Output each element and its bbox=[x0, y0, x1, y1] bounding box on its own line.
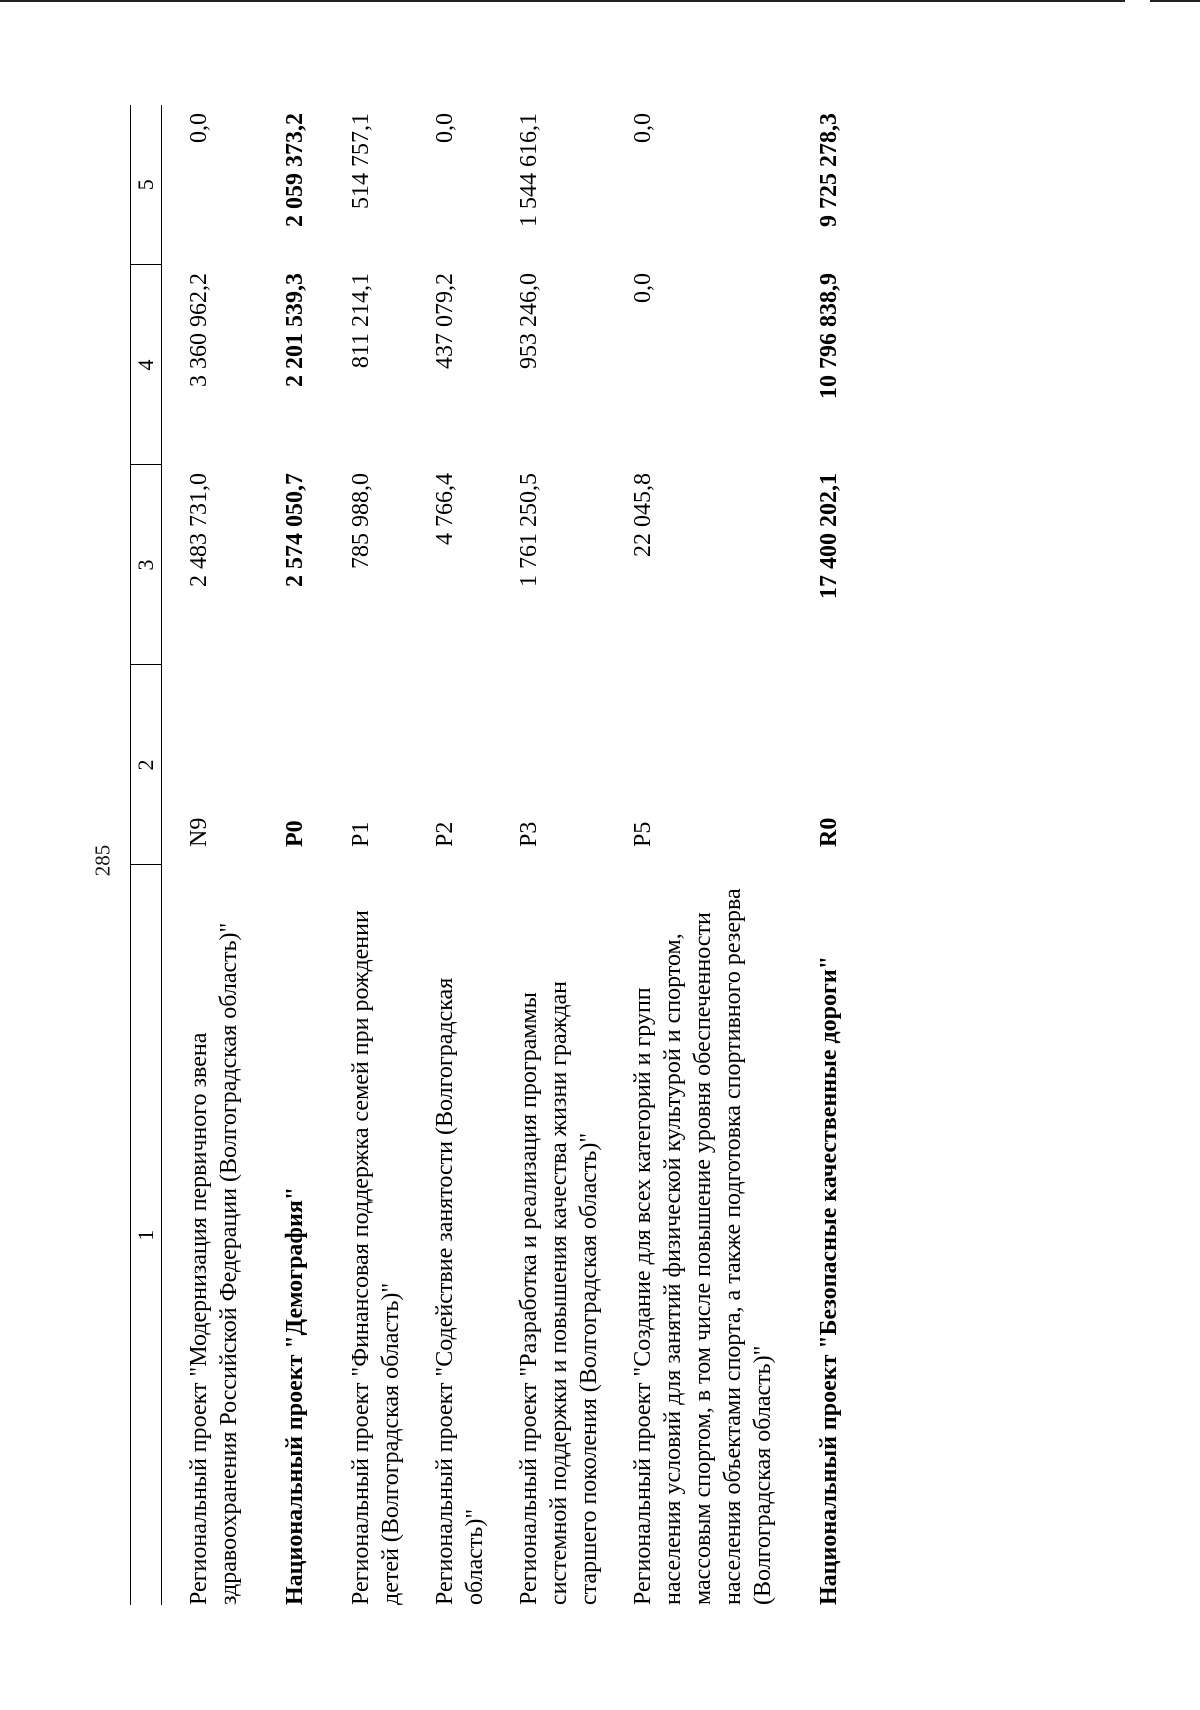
row-name: Региональный проект "Содействие занятости (Волгоградская область)" bbox=[432, 977, 488, 1605]
row-col3-value: 785 988,0 bbox=[348, 473, 374, 569]
header-col-1: 1 bbox=[131, 865, 162, 1605]
row-col5-value: 0,0 bbox=[630, 113, 656, 143]
row-col4-value: 10 796 838,9 bbox=[816, 273, 842, 399]
row-name: Региональный проект "Создание для всех категорий и групп населения условий для занятий физической культурой и спортом, массовым спортом, в том числе повышение уровня обеспеченности населения объектами спорта, а также подготовка спортивного резерва (Волгоградская область)" bbox=[630, 888, 776, 1605]
row-code: P0 bbox=[282, 820, 308, 847]
row-col5-value: 0,0 bbox=[432, 113, 458, 143]
row-col5-value: 2 059 373,2 bbox=[282, 113, 308, 227]
row-col5-value: 9 725 278,3 bbox=[816, 113, 842, 227]
row-code: P1 bbox=[348, 821, 374, 847]
header-col-4: 4 bbox=[131, 265, 162, 465]
row-code: P5 bbox=[630, 821, 656, 847]
header-col-2: 2 bbox=[131, 665, 162, 865]
header-col-5: 5 bbox=[131, 105, 162, 265]
row-code: R0 bbox=[816, 817, 842, 847]
row-col3-value: 17 400 202,1 bbox=[816, 473, 842, 599]
page-number: 285 bbox=[90, 844, 115, 877]
row-name: Национальный проект "Демография" bbox=[282, 1186, 308, 1605]
table-row bbox=[310, 105, 406, 1605]
row-col3-value: 4 766,4 bbox=[432, 473, 458, 545]
table-row bbox=[244, 105, 310, 1605]
budget-table bbox=[130, 105, 844, 1605]
table-row bbox=[604, 105, 778, 1605]
row-col5-value: 514 757,1 bbox=[348, 113, 374, 209]
row-name: Региональный проект "Финансовая поддержка семей при рождении детей (Волгоградская область)" bbox=[348, 910, 404, 1605]
table-row bbox=[406, 105, 490, 1605]
row-name: Региональный проект "Модернизация первичного звена здравоохранения Российской Федерации (Волгоградская область)" bbox=[186, 922, 242, 1605]
row-col4-value: 2 201 539,3 bbox=[282, 273, 308, 387]
row-col3-value: 2 574 050,7 bbox=[282, 473, 308, 587]
rotated-table-container bbox=[130, 105, 1170, 1605]
row-col4-value: 811 214,1 bbox=[348, 273, 374, 369]
scan-edge-line-left bbox=[0, 0, 1125, 2]
row-col4-value: 953 246,0 bbox=[516, 273, 542, 369]
row-name: Региональный проект "Разработка и реализация программы системной поддержки и повышения качества жизни граждан старшего поколения (Волгоградская область)" bbox=[516, 981, 602, 1605]
row-col3-value: 1 761 250,5 bbox=[516, 473, 542, 587]
row-col3-value: 22 045,8 bbox=[630, 473, 656, 557]
header-row bbox=[131, 105, 162, 1605]
header-col-3: 3 bbox=[131, 465, 162, 665]
row-col4-value: 0,0 bbox=[630, 273, 656, 303]
row-code: N9 bbox=[186, 817, 212, 847]
row-col4-value: 3 360 962,2 bbox=[186, 273, 212, 387]
row-name: Национальный проект "Безопасные качественные дороги" bbox=[816, 955, 842, 1605]
row-code: P2 bbox=[432, 821, 458, 847]
table-row bbox=[778, 105, 844, 1605]
table-row bbox=[162, 105, 245, 1605]
row-code: P3 bbox=[516, 821, 542, 847]
scan-edge-line-right bbox=[1150, 0, 1200, 2]
row-col3-value: 2 483 731,0 bbox=[186, 473, 212, 587]
row-col5-value: 0,0 bbox=[186, 113, 212, 143]
table-row bbox=[490, 105, 604, 1605]
row-col5-value: 1 544 616,1 bbox=[516, 113, 542, 227]
row-col4-value: 437 079,2 bbox=[432, 273, 458, 369]
